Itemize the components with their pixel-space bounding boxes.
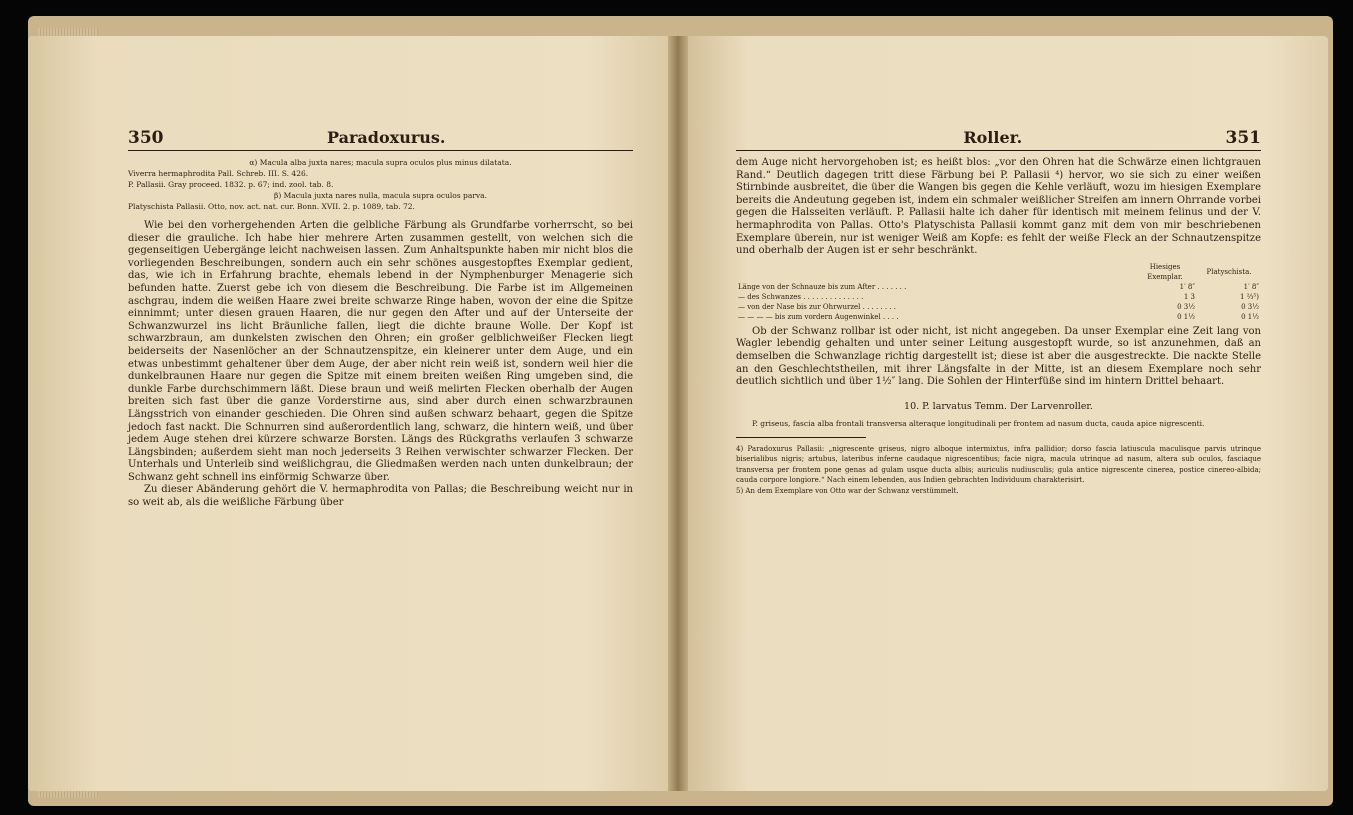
book-gutter	[668, 36, 688, 791]
measurement-table	[736, 262, 1261, 322]
cell-value: 1′ 8″	[1179, 282, 1195, 291]
table-row	[736, 282, 1261, 292]
row-label: — — — — bis zum vordern Augenwinkel . . . .	[738, 312, 899, 321]
row-label: — des Schwanzes . . . . . . . . . . . . . .	[738, 292, 864, 301]
table-row	[736, 292, 1261, 302]
right-running-header	[736, 128, 1261, 151]
cell-value: 0 1½	[1177, 312, 1195, 321]
species-diagnosis: P. griseus, fascia alba frontali transversa alteraque longitudinali per frontem ad nasum ducta, cauda apice nigrescenti.	[752, 418, 1205, 428]
table-header-row	[736, 262, 1261, 282]
cell-value: 1 ⅔⁵)	[1239, 292, 1259, 301]
running-head: Roller.	[963, 128, 1023, 147]
row-label: — von der Nase bis zur Ohrwurzel . . . . . . . .	[738, 302, 896, 311]
synonym-line: β) Macula juxta nares nulla, macula supra oculos parva.	[273, 191, 488, 200]
synonym-line: Platyschista Pallasii. Otto, nov. act. nat. cur. Bonn. XVII. 2. p. 1089, tab. 72.	[128, 202, 415, 211]
footnote: 5) An dem Exemplare von Otto war der Schwanz verstümmelt.	[736, 486, 959, 495]
table-row	[736, 312, 1261, 322]
synonym-line: P. Pallasii. Gray proceed. 1832. p. 67; ind. zool. tab. 8.	[128, 180, 334, 189]
left-page	[28, 36, 668, 791]
footnote: 4) Paradoxurus Pallasii: „nigrescente griseus, nigro alboque intermixtus, infra pallidior; dorso fascia latiuscula maculisque parvis utrinque biserialibus nigris; artubus, lateribus inferne caudaque nigrescentibus; facie nigra, macula utrinque ad nasum, altera sub oculos, fasciaque transversa per frontem pone genas ad gulam usque ducta albis; auriculis nudiusculis; gula antice nigrescente cinerea, postice cinereo-albida; cauda corpore longiore.“ Nach einem lebenden, aus Indien gebrachten Individuum charakterisirt.	[736, 444, 1261, 485]
species-heading: 10. P. larvatus Temm. Der Larvenroller.	[904, 400, 1093, 412]
running-head: Paradoxurus.	[327, 128, 446, 147]
left-running-header	[128, 128, 633, 151]
table-row	[736, 302, 1261, 312]
cell-value: 1′ 8″	[1243, 282, 1259, 291]
row-label: Länge von der Schnauze bis zum After . . . . . . .	[738, 282, 907, 291]
footnote-rule	[736, 437, 866, 438]
body-paragraph: Zu dieser Abänderung gehört die V. hermaphrodita von Pallas; die Beschreibung weicht nur in so weit ab, als die weißliche Färbung über	[128, 484, 633, 509]
right-text-column	[736, 128, 1261, 496]
synonym-line: α) Macula alba juxta nares; macula supra oculos plus minus dilatata.	[249, 158, 512, 167]
cell-value: 1 3	[1183, 292, 1195, 301]
page-number: 350	[128, 128, 164, 148]
cell-value: 0 3½	[1177, 302, 1195, 311]
right-page	[688, 36, 1328, 791]
body-paragraph: Wie bei den vorhergehenden Arten die gelbliche Färbung als Grundfarbe vorherrscht, so bei dieser die grauliche. Ich habe hier mehrere Arten zusammen gestellt, von welchen sich die gegenseitigen Uebergänge leicht nachweisen lassen. Zum Anhaltspunkte haben mir nicht blos die vorliegenden Beschreibungen, sondern auch ein sehr schönes ausgestopftes Exemplar gedient, das, wie ich in Erfahrung brachte, ehemals lebend in der Nymphenburger Menagerie sich befunden hatte. Zuerst gebe ich von diesem die Beschreibung. Die Farbe ist im Allgemeinen aschgrau, indem die weißen Haare zwei breite schwarze Ringe haben, wovon der eine die Spitze einnimmt; unter diesen grauen Haaren, die nur gegen den After und auf der Unterseite der Schwanzwurzel ins licht Bräunliche fallen, liegt die dichte braune Wolle. Der Kopf ist schwarzbraun, am dunkelsten zwischen den Ohren; ein großer gelblichweißer Flecken liegt beiderseits der Nasenlöcher an der Schnautzenspitze, ein kleinerer unter dem Auge, und ein etwas unbestimmt gehaltener über dem Auge, der aber nicht rein weiß ist, sondern weil hier die dunkelbraunen Haare nur gegen die Spitze mit einem breiten weißen Ring umgeben sind, die dunkle Farbe durchschimmern läßt. Diese braun und weiß melirten Flecken oberhalb der Augen breiten sich fast über die ganze Vorderstirne aus, sind aber durch einen schwarzbraunen Längsstrich von einander geschieden. Die Ohren sind außen schwarz behaart, gegen die Spitze jedoch fast nackt. Die Schnurren sind außerordentlich lang, schwarz, die hintern weiß, und über jedem Auge stehen drei kürzere schwarze Borsten. Längs des Rückgraths verlaufen 3 schwarze Längsbinden; außerdem sieht man noch jederseits 3 Reihen verwischter schwarzer Flecken. Der Unterhals und Unterleib sind weißlichgrau, die Gliedmaßen werden nach unten dunkelbraun; der Schwanz geht schnell ins einförmig Schwarze über.	[128, 220, 633, 483]
column-header: Hiesiges Exemplar.	[1147, 262, 1183, 281]
open-book	[28, 16, 1333, 806]
page-number: 351	[1225, 128, 1261, 148]
column-header: Platyschista.	[1206, 267, 1252, 276]
synonym-line: Viverra hermaphrodita Pall. Schreb. III. S. 426.	[128, 169, 309, 178]
cell-value: 0 3½	[1241, 302, 1259, 311]
body-paragraph: dem Auge nicht hervorgehoben ist; es heißt blos: „vor den Ohren hat die Schwärze einen lichtgrauen Rand.“ Deutlich dagegen tritt diese Färbung bei P. Pallasii ⁴) hervor, wo sie sich zu einer weißen Stirnbinde ausbreitet, die über die Wangen bis gegen die Kehle verläuft, wozu im hiesigen Exemplare bereits die Andeutung gegeben ist, indem ein schmaler weißlicher Streifen am innern Ohrrande vorbei gegen die Halsseiten verläuft. P. Pallasii halte ich daher für identisch mit meinem felinus und der V. hermaphrodita von Pallas. Otto's Platyschista Pallasii kommt ganz mit dem von mir beschriebenen Exemplare überein, nur ist weniger Weiß am Kopfe: es fehlt der weiße Fleck an der Schnautzenspitze und oberhalb der Augen ist er sehr beschränkt.	[736, 157, 1261, 257]
body-paragraph: Ob der Schwanz rollbar ist oder nicht, ist nicht angegeben. Da unser Exemplar eine Zeit lang von Wagler lebendig gehalten und unter seiner Leitung ausgestopft wurde, so ist anzunehmen, daß an demselben die Schwanzlage richtig dargestellt ist; diese ist aber die ausgestreckte. Die nackte Stelle an den Geschlechtstheilen, mit ihrer Längsfalte in der Mitte, ist an diesem Exemplare noch sehr deutlich sichtlich und über 1½″ lang. Die Sohlen der Hinterfüße sind im hintern Drittel behaart.	[736, 325, 1261, 388]
left-text-column	[128, 128, 633, 510]
cell-value: 0 1½	[1241, 312, 1259, 321]
